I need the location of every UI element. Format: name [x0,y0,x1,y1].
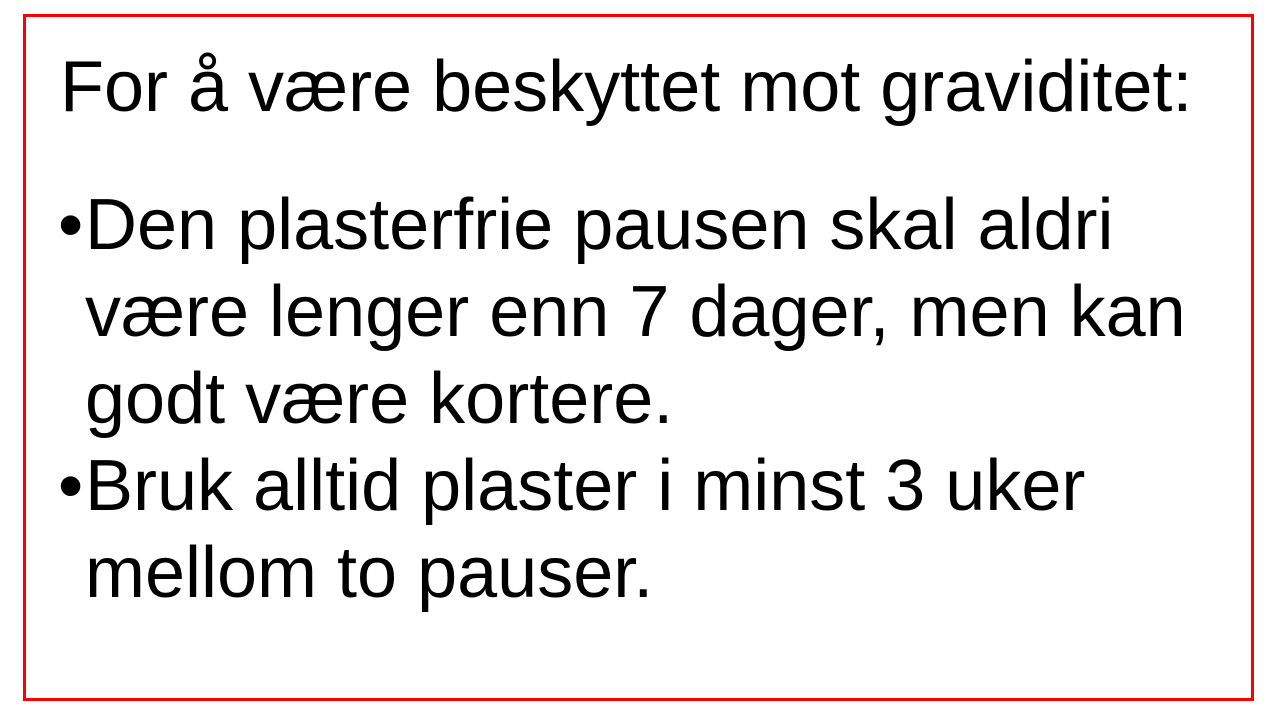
bullet-line: Bruk alltid plaster i minst 3 uker [85,446,1086,526]
bullet-marker: • [58,185,84,265]
list-item [58,443,1228,617]
slide-title: For å være beskyttet mot graviditet: [60,47,1193,127]
bullet-line: godt være kortere. [85,359,674,439]
list-item [58,182,1228,443]
bullet-marker: • [58,446,84,526]
bullet-list [58,182,1228,617]
bullet-line: være lenger enn 7 dager, men kan [85,272,1186,352]
bullet-line: mellom to pauser. [85,533,654,613]
bullet-line: Den plasterfrie pausen skal aldri [85,185,1114,265]
